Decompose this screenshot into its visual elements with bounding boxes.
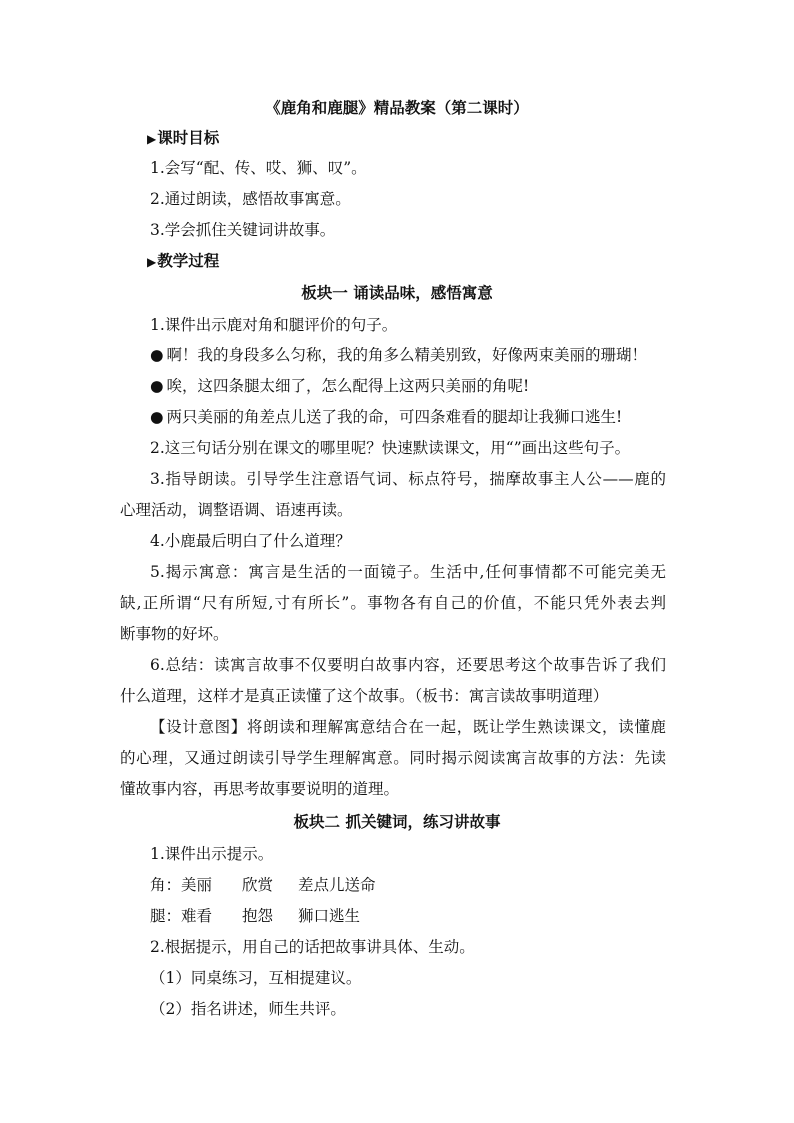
- keyword: 欣赏: [242, 876, 274, 894]
- process-heading: [147, 250, 219, 272]
- quote-item: [150, 344, 647, 366]
- page-title: 《鹿角和鹿腿》精品教案（第二课时）: [265, 98, 529, 117]
- quote-text: 两只美丽的角差点儿送了我的命，可四条难看的腿却让我狮口逃生!: [166, 408, 623, 426]
- section2-heading: 板块二 抓关键词，练习讲故事: [293, 812, 501, 831]
- section1-heading: 板块一 诵读品味，感悟寓意: [301, 283, 493, 302]
- keyword: 难看: [181, 907, 213, 925]
- horn-keywords-row: [150, 874, 376, 896]
- section1-step6-line1: 6.总结：读寓言故事不仅要明白故事内容，还要思考这个故事告诉了我们: [150, 656, 666, 674]
- section2-sub2: （2）指名讲述，师生共评。: [150, 1000, 346, 1018]
- quote-text: 啊！我的身段多么匀称，我的角多么精美别致，好像两束美丽的珊瑚！: [166, 346, 648, 364]
- section1-step5-line3: 断事物的好坏。: [120, 625, 229, 643]
- keyword: 抱怨: [242, 907, 274, 925]
- horn-label: 角：: [150, 876, 182, 894]
- bullet-dot-icon: ●: [150, 408, 164, 426]
- objective-item: 2.通过朗读，感悟故事寓意。: [150, 190, 351, 208]
- section2-sub1: （1）同桌练习，互相提建议。: [150, 969, 362, 987]
- section1-step3-line2: 心理活动，调整语调、语速再读。: [120, 501, 353, 519]
- objectives-heading: [147, 127, 219, 149]
- section1-step4: 4.小鹿最后明白了什么道理？: [150, 532, 351, 550]
- bullet-dot-icon: ●: [150, 377, 164, 395]
- keyword: 美丽: [181, 876, 213, 894]
- design-intent-line2: 的心理，又通过朗读引导学生理解寓意。同时揭示阅读寓言故事的方法：先读: [120, 749, 666, 767]
- quote-item: [150, 406, 622, 428]
- section1-step3-line1: 3.指导朗读。引导学生注意语气词、标点符号，揣摩故事主人公——鹿的: [150, 470, 666, 488]
- objective-item: 1.会写“配、传、哎、狮、叹”。: [150, 159, 367, 177]
- section1-step5-line1: 5.揭示寓意：寓言是生活的一面镜子。生活中,任何事情都不可能完美无: [150, 563, 666, 581]
- bullet-dot-icon: ●: [150, 346, 164, 364]
- section2-step2: 2.根据提示，用自己的话把故事讲具体、生动。: [150, 938, 475, 956]
- section1-step2: 2.这三句话分别在课文的哪里呢？快速默读课文，用“”画出这些句子。: [150, 439, 631, 457]
- keyword: 差点儿送命: [298, 876, 376, 894]
- triangle-bullet-icon: ▶: [147, 132, 157, 146]
- section1-step5-line2: 缺,正所谓“尺有所短,寸有所长”。事物各有自己的价值，不能只凭外表去判: [120, 594, 666, 612]
- quote-item: [150, 375, 529, 397]
- process-heading-text: 教学过程: [157, 251, 220, 270]
- objectives-heading-text: 课时目标: [157, 128, 220, 147]
- keyword: 狮口逃生: [298, 907, 361, 925]
- section2-step1: 1.课件出示提示。: [150, 845, 274, 863]
- triangle-bullet-icon: ▶: [147, 255, 157, 269]
- objective-item: 3.学会抓住关键词讲故事。: [150, 221, 336, 239]
- leg-label: 腿：: [150, 907, 182, 925]
- quote-text: 唉，这四条腿太细了，怎么配得上这两只美丽的角呢!: [166, 377, 530, 395]
- design-intent-line1: 【设计意图】将朗读和理解寓意结合在一起，既让学生熟读课文，读懂鹿: [150, 718, 666, 736]
- section1-step6-line2: 什么道理，这样才是真正读懂了这个故事。（板书：寓言读故事明道理）: [120, 687, 609, 705]
- design-intent-line3: 懂故事内容，再思考故事要说明的道理。: [120, 780, 400, 798]
- section1-step1: 1.课件出示鹿对角和腿评价的句子。: [150, 316, 398, 334]
- leg-keywords-row: [150, 905, 360, 927]
